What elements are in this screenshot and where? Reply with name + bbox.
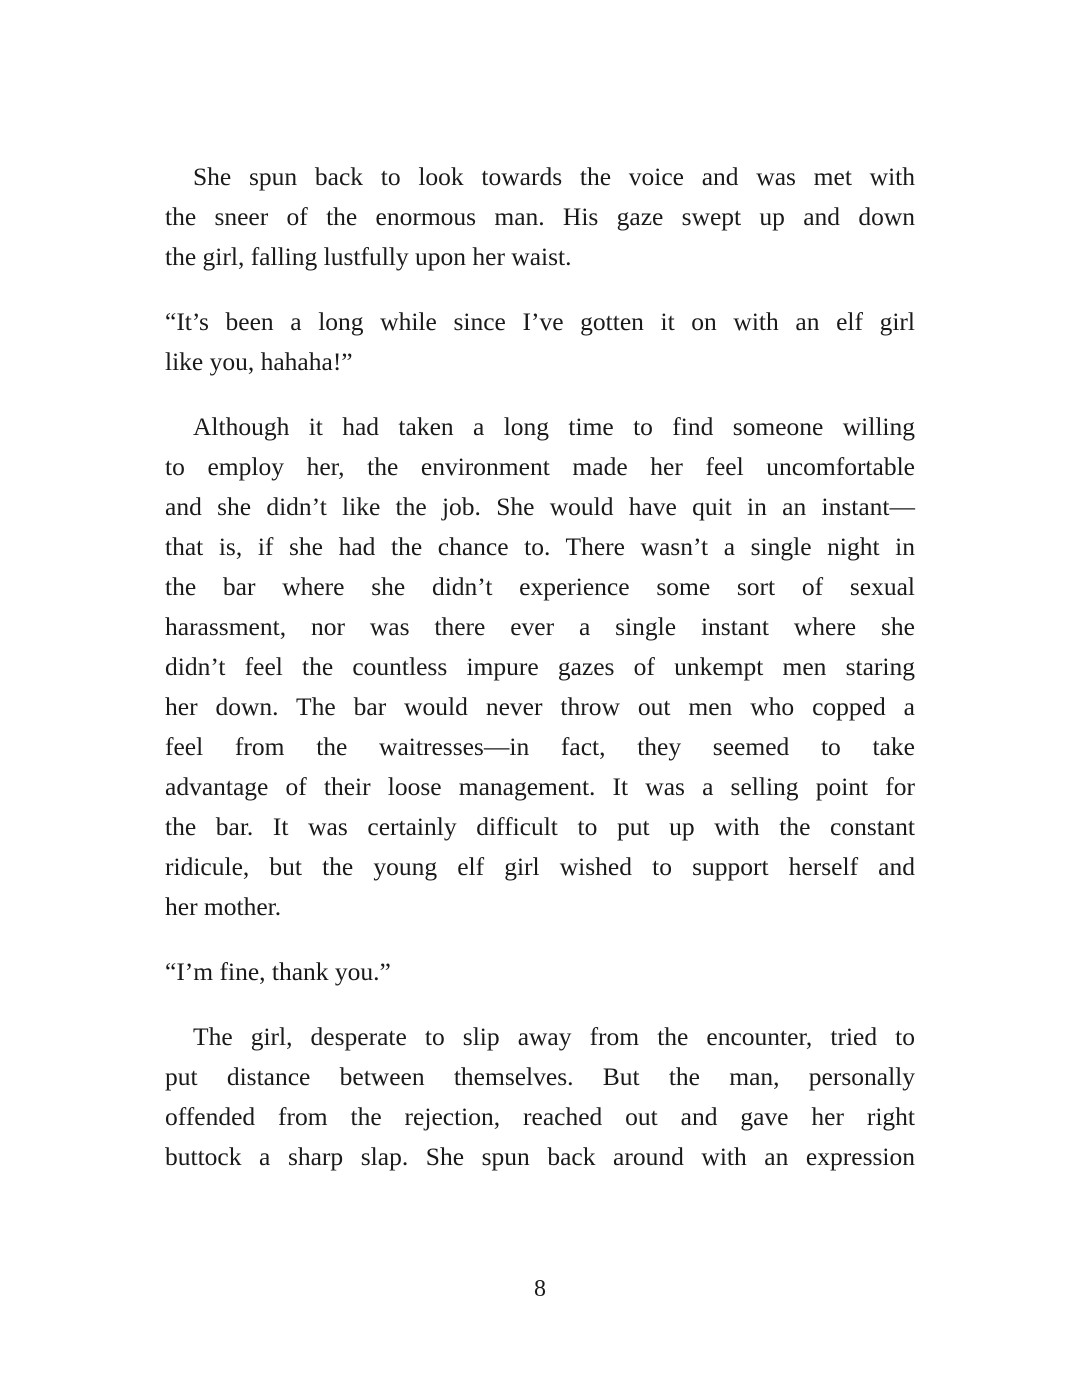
text-line: to employ her, the environment made her feel uncomfortable <box>165 452 915 481</box>
text-line: She spun back to look towards the voice and was met with <box>193 162 915 191</box>
text-line: didn’t feel the countless impure gazes of unkempt men staring <box>165 652 915 681</box>
text-line: the sneer of the enormous man. His gaze swept up and down <box>165 202 915 231</box>
text-line: her mother. <box>165 892 282 921</box>
text-line: harassment, nor was there ever a single instant where she <box>165 612 915 641</box>
paragraph <box>165 952 915 992</box>
text-line: the bar where she didn’t experience some sort of sexual <box>165 572 915 601</box>
text-line: The girl, desperate to slip away from the encounter, tried to <box>193 1022 915 1051</box>
paragraph <box>165 157 915 277</box>
paragraph <box>165 302 915 382</box>
text-line: “I’m fine, thank you.” <box>165 957 391 986</box>
text-line: the girl, falling lustfully upon her waist. <box>165 242 572 271</box>
text-line: her down. The bar would never throw out men who copped a <box>165 692 915 721</box>
text-line: the bar. It was certainly difficult to put up with the constant <box>165 812 915 841</box>
text-line: Although it had taken a long time to find someone willing <box>193 412 915 441</box>
text-line: that is, if she had the chance to. There wasn’t a single night in <box>165 532 915 561</box>
text-line: ridicule, but the young elf girl wished to support herself and <box>165 852 915 881</box>
text-line: put distance between themselves. But the man, personally <box>165 1062 915 1091</box>
body-text <box>165 157 915 1202</box>
text-line: “It’s been a long while since I’ve gotten it on with an elf girl <box>165 307 915 336</box>
text-line: feel from the waitresses—in fact, they seemed to take <box>165 732 915 761</box>
paragraph <box>165 1017 915 1177</box>
paragraph <box>165 407 915 927</box>
text-line: buttock a sharp slap. She spun back around with an expression <box>165 1142 915 1171</box>
text-line: like you, hahaha!” <box>165 347 353 376</box>
text-line: offended from the rejection, reached out and gave her right <box>165 1102 915 1131</box>
page-number: 8 <box>534 1276 546 1302</box>
text-line: and she didn’t like the job. She would have quit in an instant— <box>165 492 915 521</box>
text-line: advantage of their loose management. It was a selling point for <box>165 772 915 801</box>
